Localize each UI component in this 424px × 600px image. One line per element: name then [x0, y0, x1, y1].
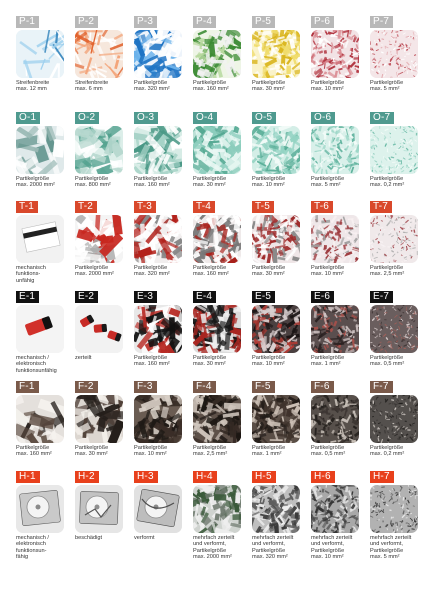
level-code-badge: H-3 — [134, 471, 158, 483]
level-caption: Partikelgröße max. 0,2 mm² — [370, 445, 405, 458]
level-cell-t-7 — [370, 201, 418, 289]
shred-texture — [370, 30, 418, 78]
shred-texture — [75, 395, 123, 443]
level-caption: Partikelgröße max. 0,5 mm² — [311, 445, 346, 458]
level-caption: Partikelgröße max. 30 mm² — [193, 355, 227, 368]
level-code-badge: H-7 — [370, 471, 394, 483]
section-e — [0, 291, 424, 379]
level-cell-h-6 — [311, 471, 359, 559]
hdd-pieces-mid-image — [252, 485, 300, 533]
section-t — [0, 201, 424, 289]
shred-texture — [134, 395, 182, 443]
optical-film-small-image — [134, 126, 182, 174]
shred-texture — [16, 30, 64, 78]
optical-film-mid-image — [75, 126, 123, 174]
level-cell-h-3 — [134, 471, 182, 559]
level-code-badge: F-2 — [75, 381, 98, 393]
paper-strips-blue-image — [16, 30, 64, 78]
level-code-badge: F-3 — [134, 381, 157, 393]
shred-texture — [75, 305, 123, 353]
film-pieces-large-image — [16, 395, 64, 443]
level-code-badge: O-7 — [370, 112, 394, 124]
level-cell-e-6 — [311, 291, 359, 379]
magnetic-card-image — [16, 215, 64, 263]
level-cell-f-3 — [134, 381, 182, 469]
level-caption: Partikelgröße max. 10 mm² — [134, 445, 168, 458]
level-caption: Partikelgröße max. 320 mm² — [134, 265, 170, 278]
shred-texture — [16, 126, 64, 174]
hdd-pieces-small-image — [311, 485, 359, 533]
shred-texture — [16, 485, 64, 533]
level-caption: Partikelgröße max. 1 mm² — [311, 355, 345, 368]
level-caption: mehrfach zerteilt und verformt, Partikelgröße max. 320 mm² — [252, 535, 294, 561]
level-cell-o-5 — [252, 112, 300, 200]
section-f — [0, 381, 424, 469]
level-code-badge: P-7 — [370, 16, 393, 28]
optical-film-tiny-image — [311, 126, 359, 174]
level-cell-h-4 — [193, 471, 241, 559]
shred-texture — [193, 30, 241, 78]
shred-texture — [311, 395, 359, 443]
magnetic-pieces-fine-image — [252, 215, 300, 263]
level-code-badge: P-6 — [311, 16, 334, 28]
level-cell-p-5 — [252, 16, 300, 104]
shred-texture — [370, 485, 418, 533]
shred-texture — [370, 126, 418, 174]
level-cell-o-6 — [311, 112, 359, 200]
shred-texture — [252, 30, 300, 78]
level-caption: Partikelgröße max. 10 mm² — [311, 265, 345, 278]
shred-texture — [252, 485, 300, 533]
level-cell-t-2 — [75, 201, 123, 289]
paper-particles-red-fine-image — [370, 30, 418, 78]
level-caption: mechanisch / elektronisch funktionsun- fähig — [16, 535, 49, 561]
electronic-pieces-dust-image — [370, 305, 418, 353]
level-caption: Partikelgröße max. 160 mm² — [193, 80, 229, 93]
shred-texture — [75, 30, 123, 78]
level-caption: Partikelgröße max. 160 mm² — [134, 176, 170, 189]
level-code-badge: T-1 — [16, 201, 38, 213]
level-caption: beschädigt — [75, 535, 103, 541]
level-caption: mehrfach zerteilt und verformt, Partikelgröße max. 2000 mm² — [193, 535, 235, 561]
level-caption: Partikelgröße max. 160 mm² — [16, 445, 52, 458]
level-cell-f-7 — [370, 381, 418, 469]
level-caption: Partikelgröße max. 10 mm² — [311, 80, 345, 93]
shred-texture — [134, 215, 182, 263]
level-cell-f-6 — [311, 381, 359, 469]
level-caption: Partikelgröße max. 0,2 mm² — [370, 176, 405, 189]
level-code-badge: P-1 — [16, 16, 39, 28]
level-cell-p-4 — [193, 16, 241, 104]
level-caption: Partikelgröße max. 2000 mm² — [16, 176, 55, 189]
shred-texture — [311, 30, 359, 78]
shred-texture — [311, 305, 359, 353]
shred-texture — [16, 395, 64, 443]
level-code-badge: O-4 — [193, 112, 217, 124]
level-cell-f-5 — [252, 381, 300, 469]
optical-film-finer-image — [252, 126, 300, 174]
shred-texture — [134, 30, 182, 78]
level-code-badge: P-4 — [193, 16, 216, 28]
shred-texture — [252, 395, 300, 443]
level-cell-e-2 — [75, 291, 123, 379]
paper-particles-blue-image — [134, 30, 182, 78]
hard-drive-image — [16, 485, 64, 533]
paper-strips-orange-image — [75, 30, 123, 78]
magnetic-pieces-finer-image — [311, 215, 359, 263]
level-caption: Partikelgröße max. 30 mm² — [75, 445, 109, 458]
optical-film-large-image — [16, 126, 64, 174]
film-pieces-dust-image — [370, 395, 418, 443]
level-code-badge: F-7 — [370, 381, 393, 393]
magnetic-pieces-dust-image — [370, 215, 418, 263]
level-code-badge: F-1 — [16, 381, 39, 393]
hard-drive-damaged-image — [75, 485, 123, 533]
level-cell-t-1 — [16, 201, 64, 289]
level-caption: mehrfach zerteilt und verformt, Partikelgröße max. 5 mm² — [370, 535, 412, 561]
electronic-pieces-fine-image — [311, 305, 359, 353]
electronic-pieces-large-image — [134, 305, 182, 353]
level-cell-t-4 — [193, 201, 241, 289]
shred-texture — [193, 126, 241, 174]
level-cell-o-4 — [193, 112, 241, 200]
level-code-badge: O-1 — [16, 112, 40, 124]
level-cell-e-3 — [134, 291, 182, 379]
level-caption: Partikelgröße max. 30 mm² — [252, 265, 286, 278]
film-pieces-tiny-image — [311, 395, 359, 443]
shred-texture — [75, 126, 123, 174]
electronic-pieces-mid-image — [193, 305, 241, 353]
film-pieces-small-image — [134, 395, 182, 443]
level-code-badge: F-5 — [252, 381, 275, 393]
shred-texture — [134, 126, 182, 174]
shred-texture — [311, 215, 359, 263]
level-cell-t-3 — [134, 201, 182, 289]
level-code-badge: E-5 — [252, 291, 275, 303]
level-cell-o-7 — [370, 112, 418, 200]
level-cell-o-2 — [75, 112, 123, 200]
film-pieces-finer-image — [252, 395, 300, 443]
usb-broken-image — [75, 305, 123, 353]
level-code-badge: T-3 — [134, 201, 156, 213]
level-code-badge: E-4 — [193, 291, 216, 303]
shred-texture — [134, 305, 182, 353]
level-code-badge: E-1 — [16, 291, 39, 303]
level-cell-h-2 — [75, 471, 123, 559]
level-cell-e-7 — [370, 291, 418, 379]
shred-texture — [193, 215, 241, 263]
level-code-badge: E-3 — [134, 291, 157, 303]
level-cell-e-5 — [252, 291, 300, 379]
magnetic-pieces-large-image — [75, 215, 123, 263]
level-cell-p-7 — [370, 16, 418, 104]
level-caption: Partikelgröße max. 30 mm² — [193, 176, 227, 189]
shred-texture — [252, 305, 300, 353]
level-code-badge: H-4 — [193, 471, 217, 483]
level-caption: zerteilt — [75, 355, 92, 361]
level-caption: Partikelgröße max. 160 mm² — [193, 265, 229, 278]
level-cell-o-1 — [16, 112, 64, 200]
level-code-badge: P-2 — [75, 16, 98, 28]
level-code-badge: E-7 — [370, 291, 393, 303]
level-caption: Partikelgröße max. 0,5 mm² — [370, 355, 405, 368]
level-caption: Partikelgröße max. 2,5 mm² — [370, 265, 405, 278]
level-code-badge: P-5 — [252, 16, 275, 28]
level-caption: Partikelgröße max. 5 mm² — [370, 80, 404, 93]
usb-stick-image — [16, 305, 64, 353]
optical-film-dust-image — [370, 126, 418, 174]
level-cell-e-4 — [193, 291, 241, 379]
level-code-badge: H-1 — [16, 471, 40, 483]
level-caption: verformt — [134, 535, 155, 541]
shred-texture — [370, 215, 418, 263]
level-code-badge: T-6 — [311, 201, 333, 213]
level-caption: Partikelgröße max. 10 mm² — [252, 355, 286, 368]
level-code-badge: P-3 — [134, 16, 157, 28]
level-code-badge: T-4 — [193, 201, 215, 213]
level-caption: mechanisch funktions- unfähig — [16, 265, 46, 284]
level-cell-t-5 — [252, 201, 300, 289]
level-code-badge: O-5 — [252, 112, 276, 124]
level-cell-f-2 — [75, 381, 123, 469]
shred-texture — [134, 485, 182, 533]
shred-texture — [16, 305, 64, 353]
level-caption: Partikelgröße max. 2000 mm² — [75, 265, 114, 278]
optical-film-fine-image — [193, 126, 241, 174]
level-cell-f-4 — [193, 381, 241, 469]
level-cell-p-6 — [311, 16, 359, 104]
level-code-badge: E-2 — [75, 291, 98, 303]
level-cell-h-1 — [16, 471, 64, 559]
shred-texture — [311, 126, 359, 174]
shred-texture — [75, 215, 123, 263]
hard-drive-deformed-image — [134, 485, 182, 533]
section-o — [0, 112, 424, 200]
magnetic-pieces-mid-image — [134, 215, 182, 263]
level-caption: Partikelgröße max. 320 mm² — [134, 80, 170, 93]
shred-texture — [370, 395, 418, 443]
film-pieces-mid-image — [75, 395, 123, 443]
electronic-pieces-small-image — [252, 305, 300, 353]
shred-texture — [252, 215, 300, 263]
level-caption: Partikelgröße max. 160 mm² — [134, 355, 170, 368]
level-cell-p-3 — [134, 16, 182, 104]
section-p — [0, 16, 424, 104]
shred-texture — [311, 485, 359, 533]
level-cell-h-7 — [370, 471, 418, 559]
level-cell-p-2 — [75, 16, 123, 104]
level-caption: mehrfach zerteilt und verformt, Partikelgröße max. 10 mm² — [311, 535, 353, 561]
paper-particles-green-image — [193, 30, 241, 78]
shred-texture — [252, 126, 300, 174]
level-code-badge: O-6 — [311, 112, 335, 124]
level-caption: Partikelgröße max. 5 mm² — [311, 176, 345, 189]
shred-texture — [75, 485, 123, 533]
paper-particles-yellow-image — [252, 30, 300, 78]
level-cell-t-6 — [311, 201, 359, 289]
level-code-badge: F-4 — [193, 381, 216, 393]
level-code-badge: F-6 — [311, 381, 334, 393]
magnetic-pieces-small-image — [193, 215, 241, 263]
shred-texture — [193, 305, 241, 353]
level-code-badge: H-5 — [252, 471, 276, 483]
level-code-badge: H-2 — [75, 471, 99, 483]
level-caption: Streifenbreite max. 12 mm — [16, 80, 50, 93]
level-code-badge: T-2 — [75, 201, 97, 213]
level-code-badge: E-6 — [311, 291, 334, 303]
level-cell-f-1 — [16, 381, 64, 469]
shred-texture — [16, 215, 64, 263]
level-caption: mechanisch / elektronisch funktionsunfähig — [16, 355, 57, 374]
level-code-badge: T-7 — [370, 201, 392, 213]
level-code-badge: H-6 — [311, 471, 335, 483]
hdd-pieces-large-image — [193, 485, 241, 533]
level-caption: Partikelgröße max. 1 mm² — [252, 445, 286, 458]
level-caption: Partikelgröße max. 2,5 mm² — [193, 445, 228, 458]
level-cell-h-5 — [252, 471, 300, 559]
shred-texture — [193, 395, 241, 443]
level-code-badge: T-5 — [252, 201, 274, 213]
level-code-badge: O-3 — [134, 112, 158, 124]
level-caption: Streifenbreite max. 6 mm — [75, 80, 109, 93]
level-caption: Partikelgröße max. 800 mm² — [75, 176, 111, 189]
level-cell-e-1 — [16, 291, 64, 379]
paper-particles-red-image — [311, 30, 359, 78]
level-code-badge: O-2 — [75, 112, 99, 124]
shred-texture — [370, 305, 418, 353]
level-cell-p-1 — [16, 16, 64, 104]
level-caption: Partikelgröße max. 30 mm² — [252, 80, 286, 93]
shred-texture — [193, 485, 241, 533]
level-caption: Partikelgröße max. 10 mm² — [252, 176, 286, 189]
film-pieces-fine-image — [193, 395, 241, 443]
hdd-pieces-fine-image — [370, 485, 418, 533]
level-cell-o-3 — [134, 112, 182, 200]
section-h — [0, 471, 424, 559]
